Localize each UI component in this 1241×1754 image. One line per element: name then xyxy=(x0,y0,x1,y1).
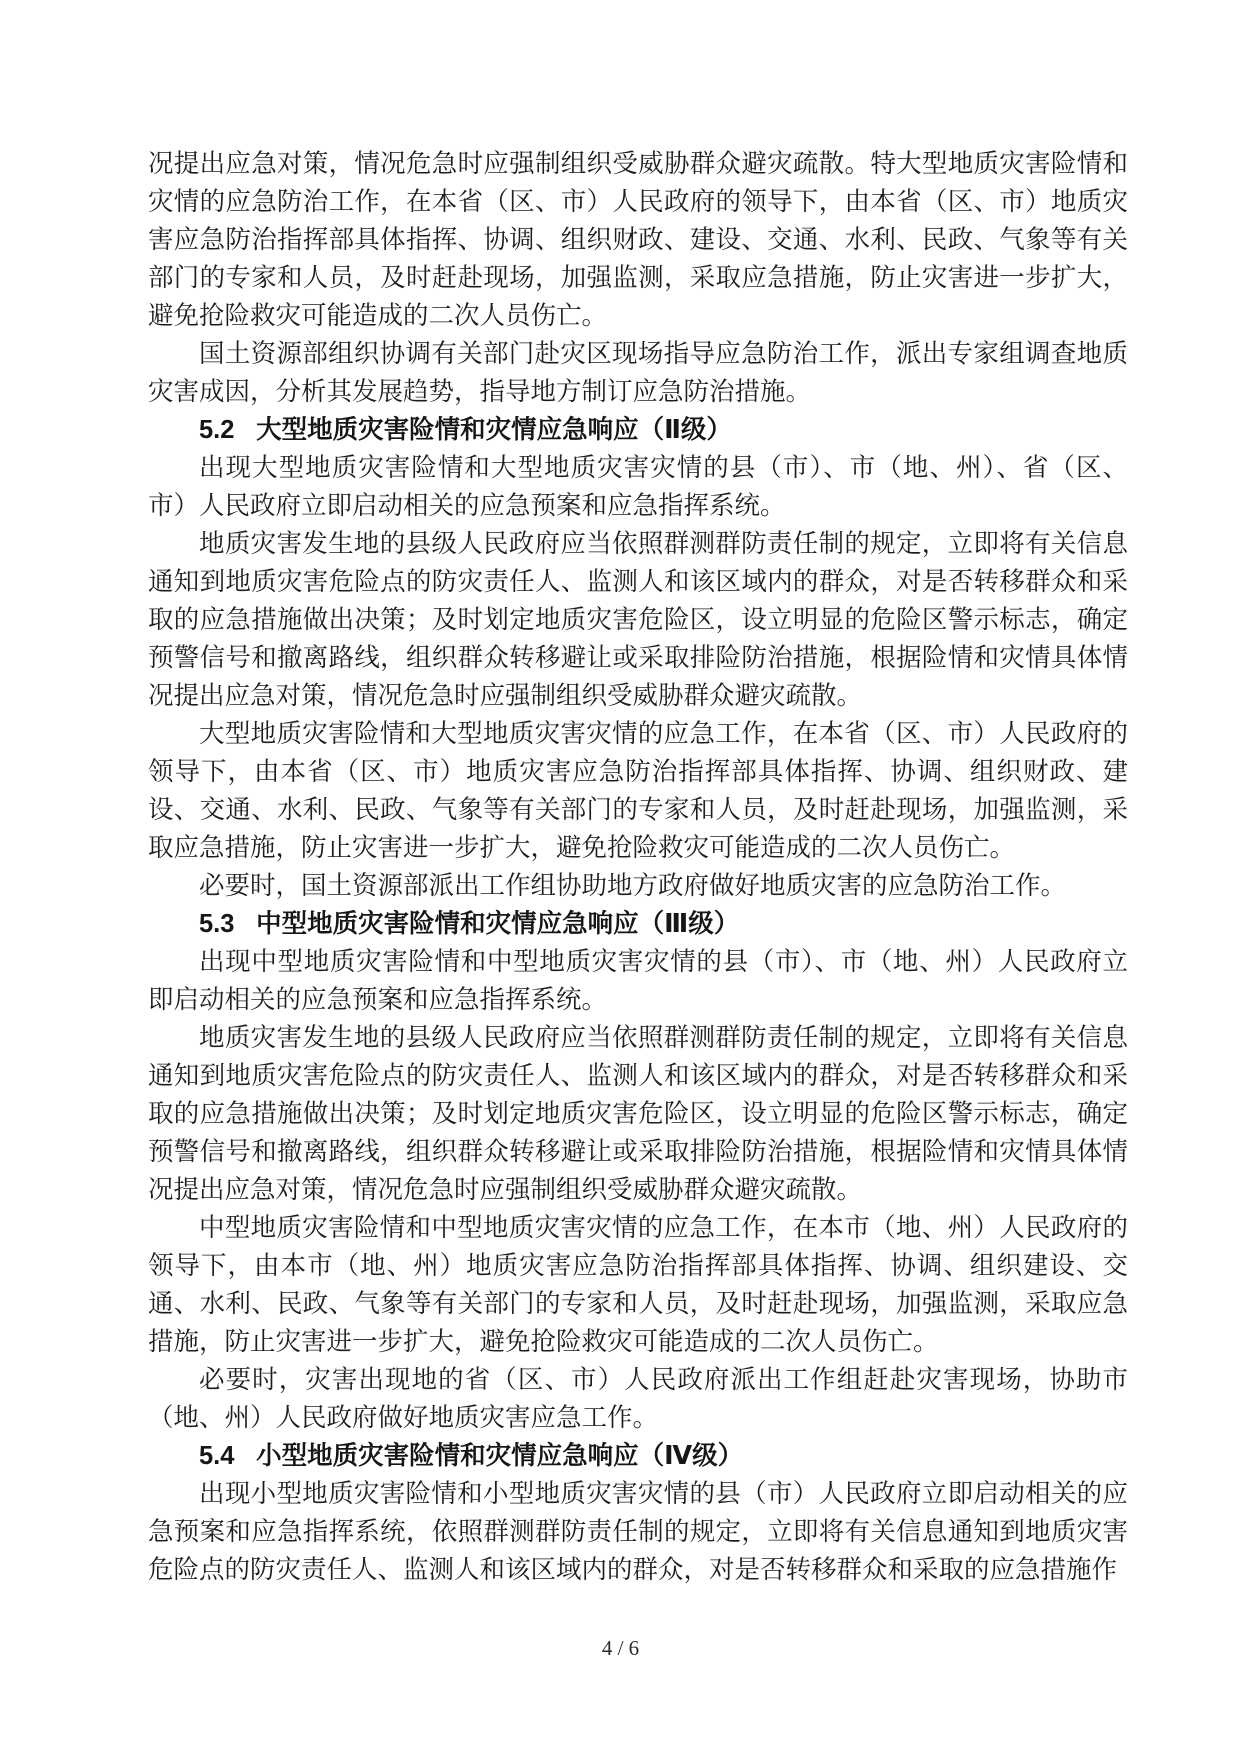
section-title: 大型地质灾害险情和灾情应急响应（Ⅱ级） xyxy=(256,416,732,444)
section-number: 5.4 xyxy=(199,1442,235,1470)
section-title: 小型地质灾害险情和灾情应急响应（Ⅳ级） xyxy=(256,1442,744,1470)
paragraph: 地质灾害发生地的县级人民政府应当依照群测群防责任制的规定，立即将有关信息通知到地质灾害危险点的防灾责任人、监测人和该区域内的群众，对是否转移群众和采取的应急措施做出决策；及时划定地质灾害危险区，设立明显的危险区警示标志，确定预警信号和撤离路线，组织群众转移避让或采取排险防治措施，根据险情和灾情具体情况提出应急对策，情况危急时应强制组织受威胁群众避灾疏散。 xyxy=(148,529,1128,710)
paragraph: 出现大型地质灾害险情和大型地质灾害灾情的县（市）、市（地、州）、省（区、市）人民政府立即启动相关的应急预案和应急指挥系统。 xyxy=(148,453,1128,520)
paragraph: 中型地质灾害险情和中型地质灾害灾情的应急工作，在本市（地、州）人民政府的领导下，由本市（地、州）地质灾害应急防治指挥部具体指挥、协调、组织建设、交通、水利、民政、气象等有关部门的专家和人员，及时赶赴现场，加强监测，采取应急措施，防止灾害进一步扩大，避免抢险救灾可能造成的二次人员伤亡。 xyxy=(148,1213,1128,1356)
section-heading xyxy=(148,1437,1128,1475)
paragraph: 大型地质灾害险情和大型地质灾害灾情的应急工作，在本省（区、市）人民政府的领导下，由本省（区、市）地质灾害应急防治指挥部具体指挥、协调、组织财政、建设、交通、水利、民政、气象等有关部门的专家和人员，及时赶赴现场，加强监测，采取应急措施，防止灾害进一步扩大，避免抢险救灾可能造成的二次人员伤亡。 xyxy=(148,719,1128,862)
paragraph: 出现小型地质灾害险情和小型地质灾害灾情的县（市）人民政府立即启动相关的应急预案和应急指挥系统，依照群测群防责任制的规定，立即将有关信息通知到地质灾害危险点的防灾责任人、监测人和该区域内的群众，对是否转移群众和采取的应急措施作 xyxy=(148,1479,1128,1584)
paragraph: 况提出应急对策，情况危急时应强制组织受威胁群众避灾疏散。特大型地质灾害险情和灾情的应急防治工作，在本省（区、市）人民政府的领导下，由本省（区、市）地质灾害应急防治指挥部具体指挥、协调、组织财政、建设、交通、水利、民政、气象等有关部门的专家和人员，及时赶赴现场，加强监测，采取应急措施，防止灾害进一步扩大，避免抢险救灾可能造成的二次人员伤亡。 xyxy=(148,149,1128,330)
section-heading xyxy=(148,905,1128,943)
paragraph: 出现中型地质灾害险情和中型地质灾害灾情的县（市）、市（地、州）人民政府立即启动相关的应急预案和应急指挥系统。 xyxy=(148,947,1128,1014)
section-number: 5.2 xyxy=(199,416,235,444)
paragraph: 必要时，灾害出现地的省（区、市）人民政府派出工作组赶赴灾害现场，协助市（地、州）人民政府做好地质灾害应急工作。 xyxy=(148,1365,1128,1432)
paragraph: 必要时，国土资源部派出工作组协助地方政府做好地质灾害的应急防治工作。 xyxy=(199,871,1067,900)
page-footer xyxy=(0,1636,1241,1661)
section-title: 中型地质灾害险情和灾情应急响应（Ⅲ级） xyxy=(256,910,740,938)
document-body xyxy=(148,145,1128,1589)
section-number: 5.3 xyxy=(199,910,235,938)
section-heading xyxy=(148,411,1128,449)
paragraph: 国土资源部组织协调有关部门赴灾区现场指导应急防治工作，派出专家组调查地质灾害成因，分析其发展趋势，指导地方制订应急防治措施。 xyxy=(148,339,1128,406)
page-number: 4 / 6 xyxy=(601,1636,640,1660)
paragraph: 地质灾害发生地的县级人民政府应当依照群测群防责任制的规定，立即将有关信息通知到地质灾害危险点的防灾责任人、监测人和该区域内的群众，对是否转移群众和采取的应急措施做出决策；及时划定地质灾害危险区，设立明显的危险区警示标志，确定预警信号和撤离路线，组织群众转移避让或采取排险防治措施，根据险情和灾情具体情况提出应急对策，情况危急时应强制组织受威胁群众避灾疏散。 xyxy=(148,1023,1128,1204)
